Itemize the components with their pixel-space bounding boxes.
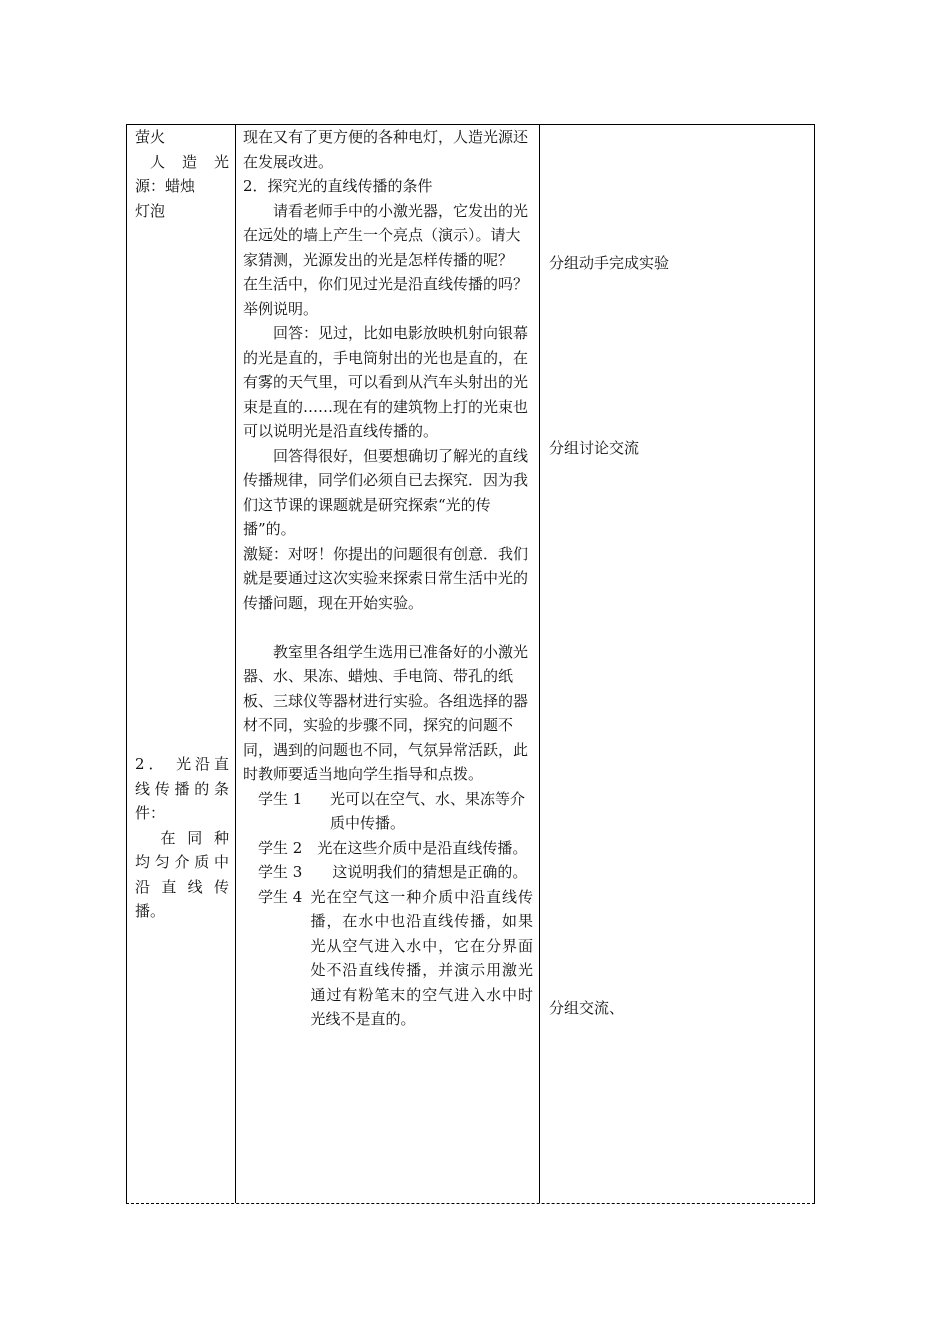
key-point-text: 2． 光沿直: [135, 755, 229, 773]
student-response: [243, 860, 533, 885]
key-point-section-2: [135, 752, 229, 924]
student-text: 光可以在空气、水、果冻等介质中传播。: [330, 789, 526, 832]
key-point-text: 源：蜡烛: [135, 177, 196, 195]
student-label: 学生 3: [258, 863, 303, 881]
student-text: 光在空气这一种介质中沿直线传播，在水中也沿直线传播，如果光从空气进入水中，它在分界面处不沿直线传播，并演示用激光通过有粉笔末的空气进入水中时光线不是直的。: [310, 887, 533, 1028]
blank-line: [243, 615, 533, 640]
student-text: 这说明我们的猜想是正确的。: [332, 863, 528, 881]
paragraph: 回答：见过，比如电影放映机射向银幕的光是直的，手电筒射出的光也是直的，在有雾的天气里，可以看到从汽车头射出的光束是直的……现在有的建筑物上打的光束也可以说明光是沿直线传播的。: [243, 324, 529, 440]
paragraph: 回答得很好，但要想确切了解光的直线传播规律，同学们必须自已去探究．因为我们这节课的课题就是研究探索“光的传播”的。: [243, 446, 529, 538]
key-point-text: 均匀介质中: [135, 853, 229, 871]
student-response: [243, 787, 533, 836]
paragraph: 教室里各组学生选用已准备好的小激光器、水、果冻、蜡烛、手电筒、带孔的纸板、三球仪等器材进行实验。各组选择的器材不同，实验的步骤不同，探究的问题不同，遇到的问题也不同，气氛异常活跃，此时教师要适当地向学生指导和点拨。: [243, 642, 529, 783]
key-point-text: 沿直线传: [135, 877, 229, 896]
activity-text: 分组交流、: [549, 999, 625, 1017]
paragraph: 激疑：对呀！你提出的问题很有创意．我们就是要通过这次实验来探索日常生活中光的传播问题，现在开始实验。: [243, 544, 529, 612]
activity-text: 分组讨论交流: [549, 439, 640, 457]
key-point-text: 件：: [135, 804, 166, 822]
paragraph: 在生活中，你们见过光是沿直线传播的吗？举例说明。: [243, 275, 529, 318]
student-label: 学生 2: [258, 838, 303, 857]
student-label: 学生 1: [258, 789, 303, 808]
teaching-process-column: [243, 125, 533, 1032]
student-response: [243, 885, 533, 1032]
key-point-text: 在同种: [160, 828, 229, 847]
lesson-table: [126, 124, 815, 1204]
section-heading: 2．探究光的直线传播的条件: [243, 177, 433, 195]
student-label: 学生 4: [258, 887, 303, 906]
key-point-text: 灯泡: [135, 201, 166, 220]
student-response: [243, 836, 533, 861]
paragraph: 请看老师手中的小激光器，它发出的光在远处的墙上产生一个亮点（演示）。请大家猜测，光源发出的光是怎样传播的呢？: [243, 201, 529, 269]
key-point-text: 线传播的条: [135, 779, 229, 798]
key-points-column: [135, 125, 229, 920]
column-divider-1: [235, 125, 236, 1203]
key-point-text: 播。: [135, 902, 166, 920]
key-point-text: 人造光: [150, 152, 229, 171]
activity-text: 分组动手完成实验: [549, 254, 670, 272]
key-point-text: 萤火: [135, 128, 166, 146]
student-text: 光在这些介质中是沿直线传播。: [317, 838, 528, 857]
paragraph: 现在又有了更方便的各种电灯，人造光源还在发展改进。: [243, 128, 529, 171]
column-divider-2: [539, 125, 540, 1203]
